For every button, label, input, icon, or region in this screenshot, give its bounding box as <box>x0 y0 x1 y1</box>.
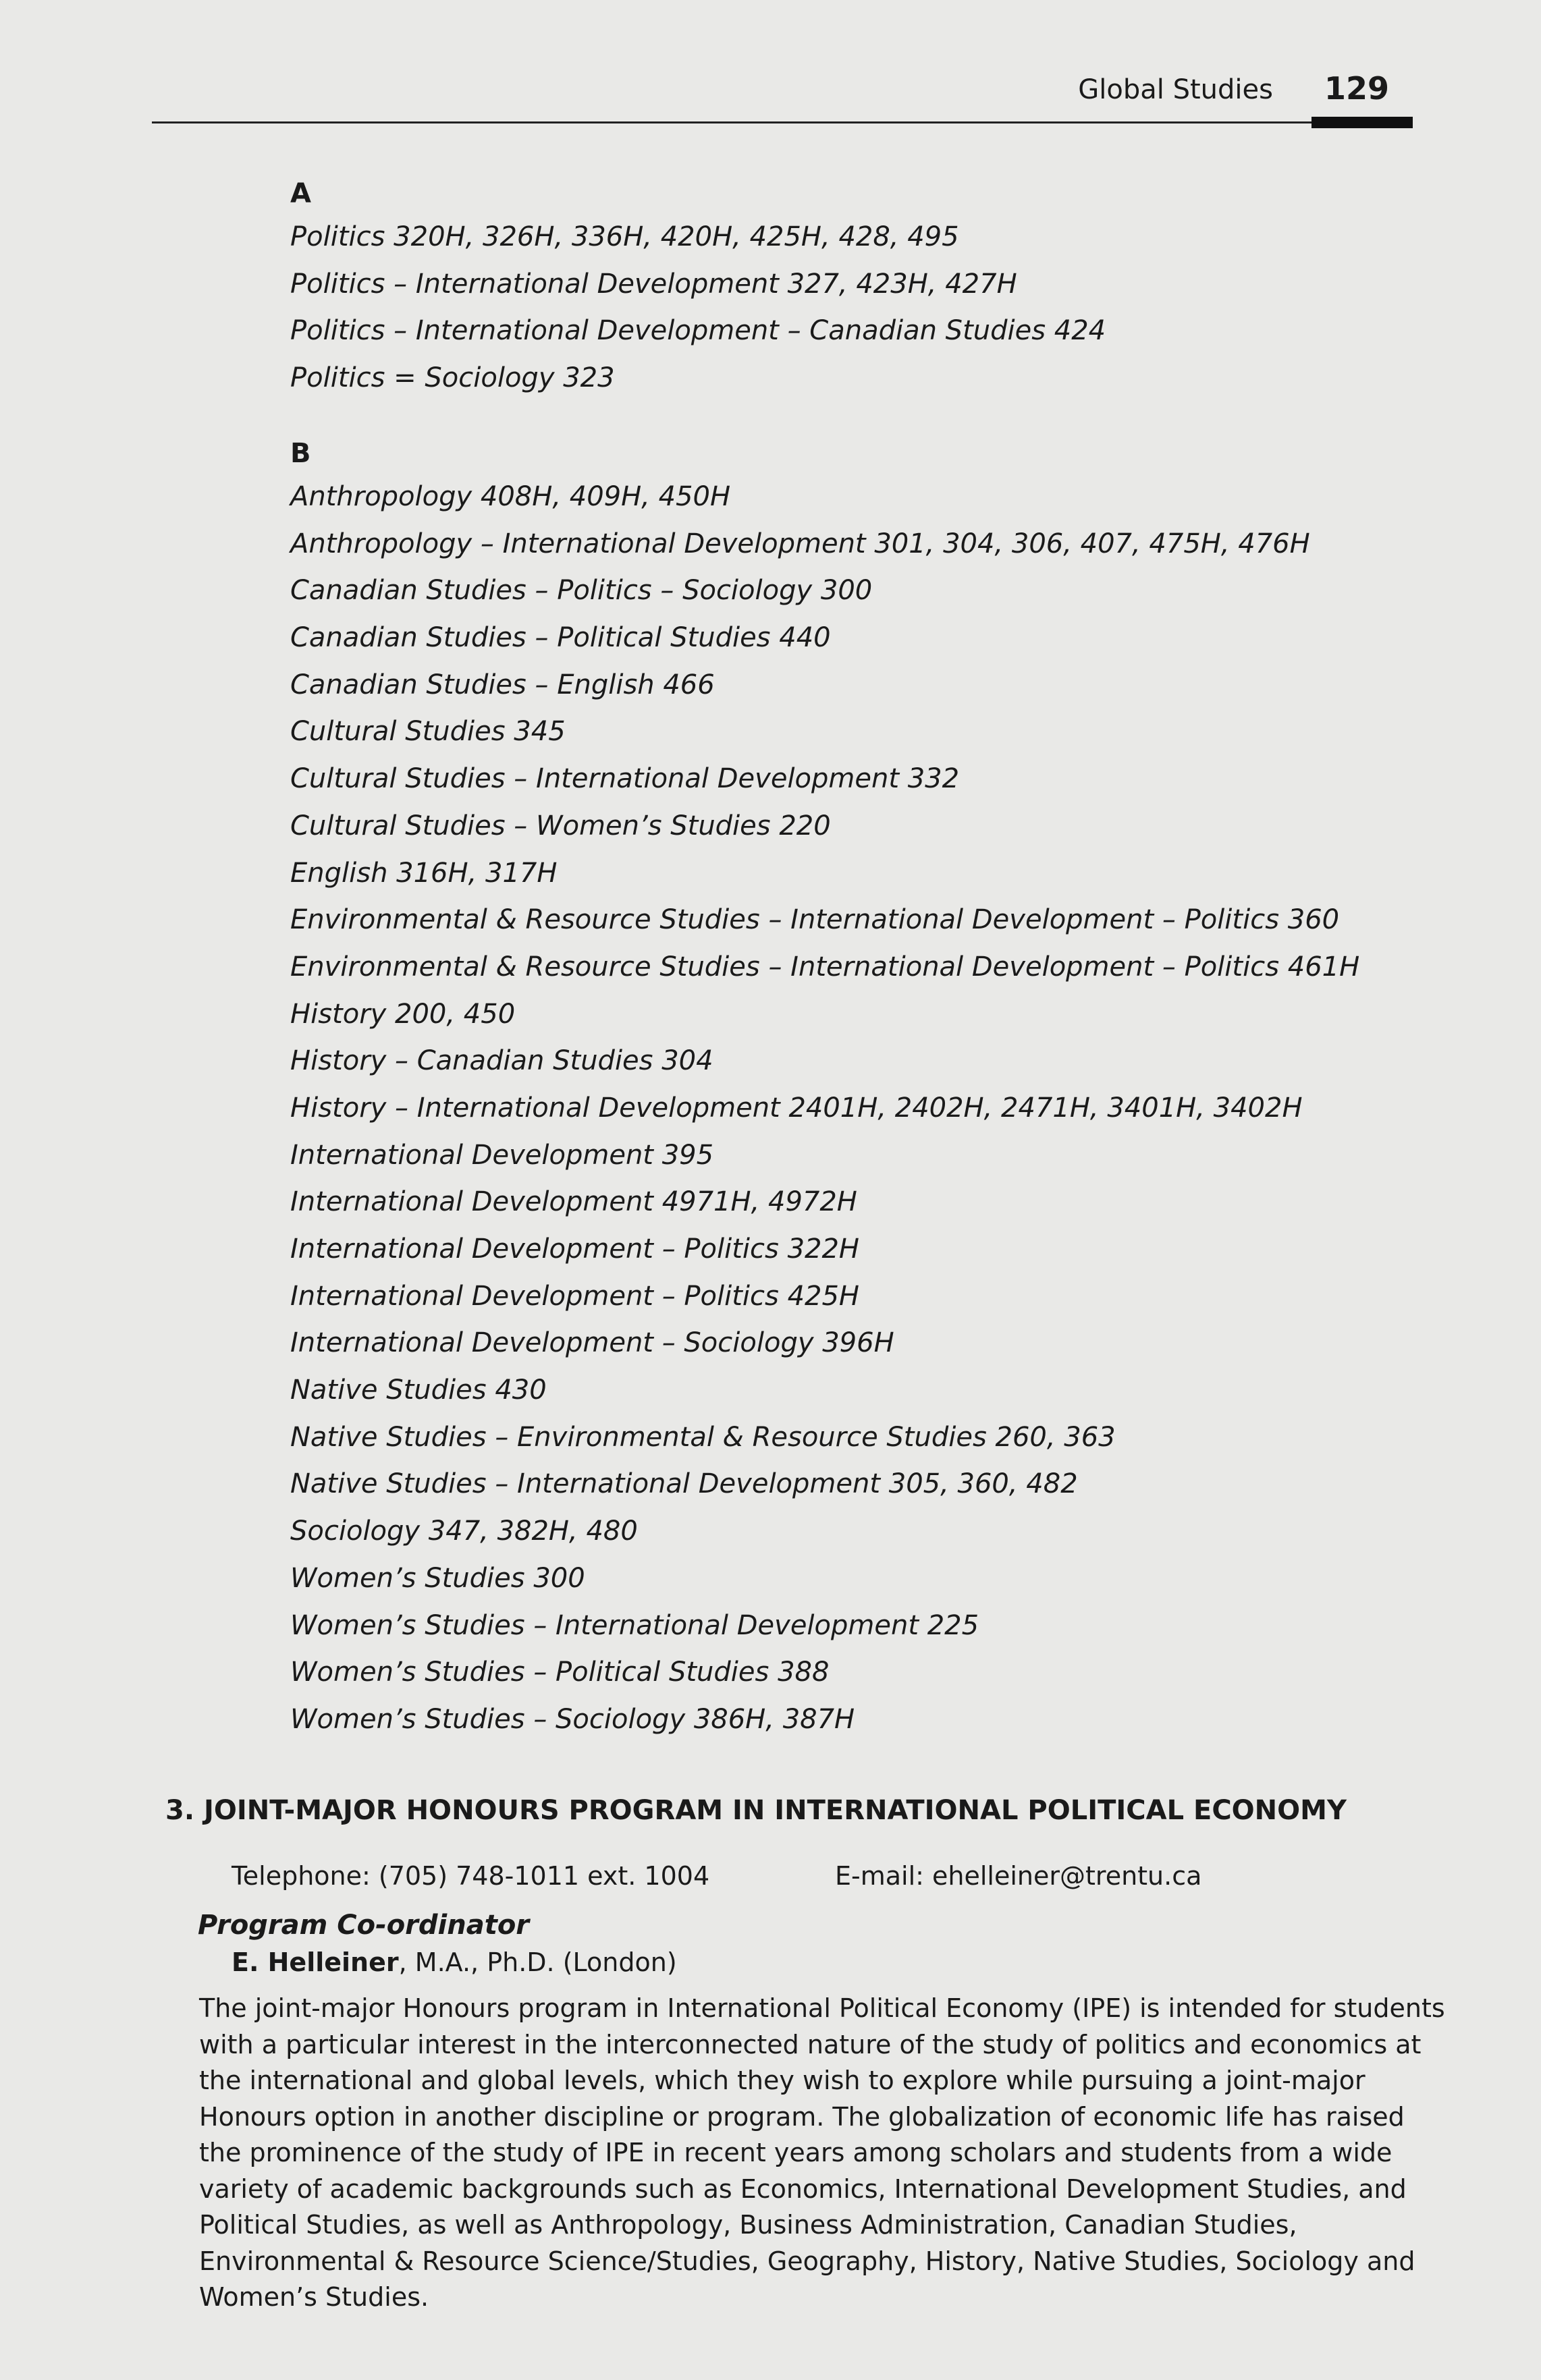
course-list <box>290 474 1359 1744</box>
course-entry: Politics – International Development – Canadian Studies 424 <box>290 315 1106 347</box>
course-entry: Canadian Studies – Political Studies 440 <box>290 622 831 654</box>
telephone: Telephone: (705) 748-1011 ext. 1004 <box>232 1861 710 1891</box>
paragraph-line: Honours option in another discipline or program. The globalization of economic life has raised <box>199 2101 1405 2132</box>
course-entry: Native Studies 430 <box>290 1375 547 1406</box>
group-label: A <box>290 178 311 209</box>
course-entry: Women’s Studies – International Development 225 <box>290 1609 979 1641</box>
course-entry: Environmental & Resource Studies – International Development – Politics 461H <box>290 951 1360 983</box>
course-entry: Cultural Studies 345 <box>290 716 566 748</box>
course-entry: Native Studies – Environmental & Resource Studies 260, 363 <box>290 1421 1116 1453</box>
course-entry: Anthropology – International Development 301, 304, 306, 407, 475H, 476H <box>290 528 1310 559</box>
paragraph-line: Political Studies, as well as Anthropology, Business Administration, Canadian Studies, <box>199 2210 1297 2240</box>
course-entry: Environmental & Resource Studies – International Development – Politics 360 <box>290 904 1340 936</box>
course-entry: Cultural Studies – Women’s Studies 220 <box>290 810 831 841</box>
course-entry: Cultural Studies – International Development 332 <box>290 763 960 795</box>
course-entry: Politics = Sociology 323 <box>290 362 615 394</box>
program-description <box>199 1991 1445 2316</box>
course-list <box>290 214 1106 402</box>
course-entry: History – International Development 2401H, 2402H, 2471H, 3401H, 3402H <box>290 1092 1303 1124</box>
course-entry: Women’s Studies – Sociology 386H, 387H <box>290 1703 855 1735</box>
course-entry: Sociology 347, 382H, 480 <box>290 1516 638 1547</box>
course-entry: English 316H, 317H <box>290 857 558 889</box>
paragraph-line: The joint-major Honours program in International Political Economy (IPE) is intended for students <box>199 1993 1445 2023</box>
paragraph-line: the international and global levels, which they wish to explore while pursuing a joint-major <box>199 2066 1366 2095</box>
course-entry: Canadian Studies – English 466 <box>290 669 715 700</box>
course-entry: Women’s Studies 300 <box>290 1562 585 1594</box>
course-entry: History – Canadian Studies 304 <box>290 1045 713 1077</box>
group-label: B <box>290 438 311 469</box>
page-number: 129 <box>1324 70 1389 107</box>
running-title: Global Studies <box>1078 74 1273 105</box>
course-entry: International Development – Politics 425H <box>290 1280 860 1312</box>
course-group-a <box>290 173 1106 402</box>
coordinator-name: E. Helleiner <box>232 1947 399 1977</box>
page-header <box>152 67 1413 128</box>
course-entry: International Development – Politics 322H <box>290 1234 860 1265</box>
paragraph-line: the prominence of the study of IPE in recent years among scholars and students from a wide <box>199 2138 1393 2167</box>
coordinator-credentials: , M.A., Ph.D. (London) <box>398 1947 677 1977</box>
paragraph-line: Women’s Studies. <box>199 2282 429 2312</box>
paragraph-line: variety of academic backgrounds such as Economics, International Development Studies, and <box>199 2174 1407 2204</box>
course-entry: Women’s Studies – Political Studies 388 <box>290 1657 830 1688</box>
header-rule <box>152 121 1413 123</box>
coordinator <box>232 1947 677 1977</box>
course-entry: International Development 395 <box>290 1139 714 1171</box>
course-entry: International Development 4971H, 4972H <box>290 1186 857 1218</box>
coordinator-label: Program Co-ordinator <box>198 1910 530 1941</box>
course-entry: History 200, 450 <box>290 998 516 1030</box>
course-entry: Politics – International Development 327, 423H, 427H <box>290 268 1017 300</box>
course-entry: Politics 320H, 326H, 336H, 420H, 425H, 428, 495 <box>290 221 959 252</box>
paragraph-line: with a particular interest in the interconnected nature of the study of politics and economics at <box>199 2029 1422 2059</box>
course-entry: Native Studies – International Development 305, 360, 482 <box>290 1468 1078 1500</box>
section-heading: 3. JOINT-MAJOR HONOURS PROGRAM IN INTERNATIONAL POLITICAL ECONOMY <box>165 1795 1347 1826</box>
course-group-b <box>290 433 1359 1744</box>
course-entry: Anthropology 408H, 409H, 450H <box>290 481 731 512</box>
header-bar <box>1312 117 1413 128</box>
course-entry: International Development – Sociology 396H <box>290 1327 894 1359</box>
paragraph-line: Environmental & Resource Science/Studies, Geography, History, Native Studies, Sociology and <box>199 2246 1415 2276</box>
email: E-mail: ehelleiner@trentu.ca <box>835 1861 1202 1891</box>
course-entry: Canadian Studies – Politics – Sociology 300 <box>290 575 873 607</box>
